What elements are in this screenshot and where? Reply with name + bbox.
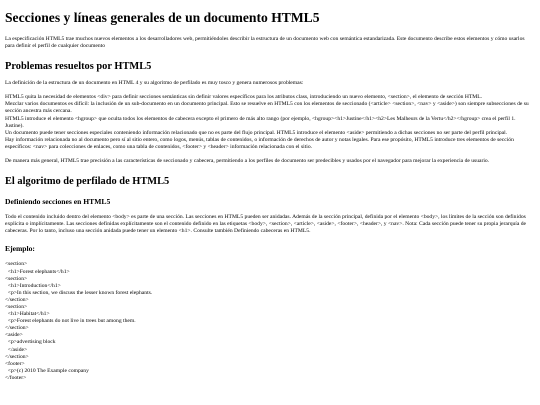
code-line: </section> — [5, 325, 29, 332]
code-line: <h1>Introduction</h1> — [5, 282, 61, 289]
code-line: <aside> — [5, 332, 23, 339]
problems-list — [5, 94, 535, 151]
code-line: <p>advertising block — [5, 339, 56, 346]
problem-item: Mezclar varios documentos es difícil: la inclusión de un sub-documento en un documento principal. Esto se resuelve en HTML5 con los elementos de seccionado (<article> <section>, <nav> y <aside>) son siempre subsecciones de su sección ancestra más cercana. — [5, 101, 529, 115]
code-line: <section> — [5, 303, 28, 310]
sections-subheading: Definiendo secciones en HTML5 — [5, 197, 111, 207]
code-line: <p>In this section, we discuss the lesser known forest elephants. — [5, 289, 153, 296]
code-line: <h1>Habitat</h1> — [5, 311, 50, 318]
problem-item: HTML5 quita la necesidad de elementos <div> para definir secciones semánticas sin definir valores específicos para los atributos class, introduciendo un nuevo elemento, <section>, el elemento de sección HTML. — [5, 94, 483, 101]
algorithm-heading: El algoritmo de perfilado de HTML5 — [5, 176, 170, 188]
code-line: <p>(c) 2010 The Example company — [5, 367, 89, 374]
code-line: <footer> — [5, 360, 25, 367]
example-heading: Ejemplo: — [5, 244, 35, 254]
problem-item: Un documento puede tener secciones especiales conteniendo información relacionado que no es parte del flujo principal. HTML5 introduce el elemento <aside> permitiendo a dichas secciones no ser parte del perfil principal. — [5, 129, 508, 136]
code-line: </footer> — [5, 374, 27, 381]
code-line: </aside> — [5, 346, 28, 353]
problems-heading: Problemas resueltos por HTML5 — [5, 61, 152, 73]
code-line: </section> — [5, 296, 29, 303]
intro-paragraph: La especificación HTML5 trae muchos nuevos elementos a los desarrolladores web, permitiéndoles describir la estructura de un documento web con semántica estandarizada. Este documento describe estos elementos y cómo usarlos para definir el perfil de cualquier documento — [5, 36, 525, 50]
code-line: <h1>Forest elephants</h1> — [5, 268, 70, 275]
problem-item: Hay información relacionada no al documento pero sí al sitio entero, como logos, menús, tablas de contenidos, o información de derechos de autor y notas legales. Para ese propósito, HTML5 introduce tres elementos de sección específicos: <nav> para colecciones de enlaces, como una tabla de contenidos, <footer> y <header> información relacionada con el sitio. — [5, 136, 514, 150]
code-line: <section> — [5, 261, 28, 268]
problems-summary: De manera más general, HTML5 trae precisión a las características de seccionado y cabecera, permitiendo a los perfiles de documento ser predecibles y usados por el navegador para mejorar la experiencia de usuario. — [5, 158, 490, 165]
sections-paragraph: Todo el contenido incluido dentro del elemento <body> es parte de una sección. Las secciones en HTML5 pueden ser anidadas. Además de la sección principal, definida por el elemento <body>, los límites de la sección son definidos explícita o implícitamente. Las secciones definidas explícitamente son el contenido definido en las etiquetas <body>, <section>, <article>, <aside>, <footer>, <header>, y <nav>. Nota: Cada sección puede tener su propia jerarquía de cabeceras. Por lo tanto, incluso una sección anidada puede tener un elemento <h1>. Consulte también Definiendo cabeceras en HTML5. — [5, 214, 527, 235]
code-line: <p>Forest elephants do not live in trees but among them. — [5, 318, 136, 325]
code-line: </section> — [5, 353, 29, 360]
problem-item: HTML5 introduce el elemento <hgroup> que oculta todos los elementos de cabecera excepto el primero de más alto rango (por ejemplo, <hgroup><h1>Justine</h1><h2>Les Malheurs de la Vertu</h2></hgroup> crea el perfil 1. Justine). — [5, 115, 516, 129]
code-line: <section> — [5, 275, 28, 282]
example-code-block — [5, 261, 535, 382]
problems-lead: La definición de la estructura de un documento en HTML 4 y su algoritmo de perfilado es muy tosco y genera numerosos problemas: — [5, 80, 304, 87]
page-title: Secciones y líneas generales de un documento HTML5 — [5, 10, 320, 25]
